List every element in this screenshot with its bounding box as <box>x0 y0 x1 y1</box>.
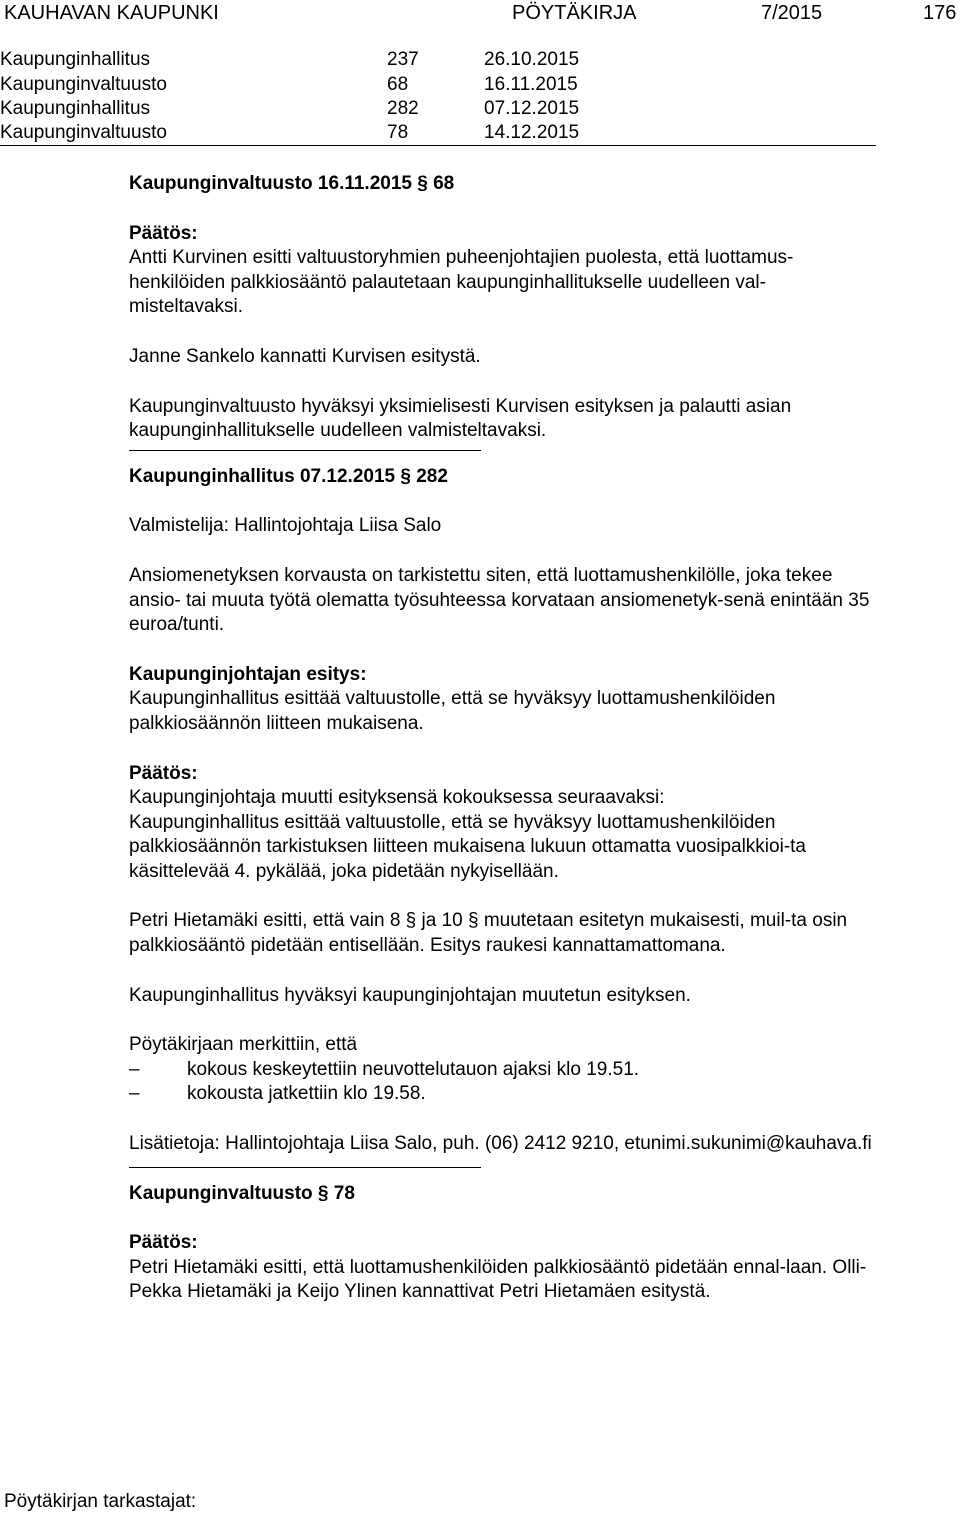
history-row <box>0 97 880 121</box>
decision-label: Päätös: <box>129 762 198 784</box>
contact-info: Lisätietoja: Hallintojohtaja Liisa Salo, puh. (06) 2412 9210, etunimi.sukunimi@kauhava.fi <box>129 1133 872 1155</box>
paragraph: Pöytäkirjaan merkittiin, että <box>129 1034 358 1056</box>
history-date: 26.10.2015 <box>484 49 580 70</box>
history-body: Kaupunginhallitus <box>0 49 151 70</box>
history-section-number: 68 <box>387 74 409 95</box>
history-row <box>0 121 880 145</box>
history-divider <box>0 145 876 146</box>
paragraph: Janne Sankelo kannatti Kurvisen esitystä. <box>129 345 481 367</box>
history-body: Kaupunginvaltuusto <box>0 122 167 143</box>
preparer-line: Valmistelija: Hallintojohtaja Liisa Salo <box>129 515 442 537</box>
history-date: 14.12.2015 <box>484 122 580 143</box>
list-item-text: kokousta jatkettiin klo 19.58. <box>187 1083 426 1105</box>
proposal-label: Kaupunginjohtajan esitys: <box>129 663 367 685</box>
paragraph: Kaupunginjohtaja muutti esityksensä kokouksessa seuraavaksi: <box>129 787 665 809</box>
section-heading: Kaupunginvaltuusto 16.11.2015 § 68 <box>129 173 455 194</box>
paragraph: Kaupunginvaltuusto hyväksyi yksimielisesti Kurvisen esityksen ja palautti asian kaupunginhallitukselle uudelleen valmisteltavaksi. <box>129 395 792 442</box>
section-heading: Kaupunginvaltuusto § 78 <box>129 1182 355 1204</box>
document-number: 7/2015 <box>761 2 823 24</box>
history-date: 16.11.2015 <box>484 74 578 95</box>
paragraph: Antti Kurvinen esitti valtuustoryhmien puheenjohtajien puolesta, että luottamus-henkilöiden palkkiosääntö palautetaan kaupunginhallitukselle uudelleen val-misteltavaksi. <box>129 247 794 318</box>
history-body: Kaupunginhallitus <box>0 98 151 119</box>
decision-label: Päätös: <box>129 1232 198 1254</box>
minutes-content <box>129 172 874 1305</box>
paragraph: Kaupunginhallitus hyväksyi kaupunginjohtajan muutetun esityksen. <box>129 984 691 1006</box>
section-heading: Kaupunginhallitus 07.12.2015 § 282 <box>129 465 448 487</box>
paragraph: Kaupunginhallitus esittää valtuustolle, että se hyväksyy luottamushenkilöiden palkkiosäännön tarkistuksen liitteen mukaisena lukuun ottamatta vuosipalkkioi-ta käsittelevää 4. pykälää, joka pidetään nykyisellään. <box>129 811 806 882</box>
page-number: 176 <box>923 2 957 24</box>
list-item-text: kokous keskeytettiin neuvottelutauon ajaksi klo 19.51. <box>187 1058 640 1080</box>
paragraph: Kaupunginhallitus esittää valtuustolle, että se hyväksyy luottamushenkilöiden palkkiosäännön liitteen mukaisena. <box>129 688 776 734</box>
organization-name: KAUHAVAN KAUPUNKI <box>4 2 219 24</box>
history-row <box>0 73 880 97</box>
section-separator <box>129 450 481 451</box>
history-date: 07.12.2015 <box>484 98 580 119</box>
history-body: Kaupunginvaltuusto <box>0 74 167 95</box>
document-type: PÖYTÄKIRJA <box>512 2 637 24</box>
history-section-number: 237 <box>387 49 419 70</box>
decision-label: Päätös: <box>129 222 198 244</box>
section-separator <box>129 1167 481 1168</box>
list-item <box>129 1058 874 1083</box>
list-item <box>129 1082 874 1107</box>
dash-icon: – <box>129 1058 140 1080</box>
dash-icon: – <box>129 1083 140 1105</box>
history-row <box>0 48 880 72</box>
paragraph: Ansiomenetyksen korvausta on tarkistettu siten, että luottamushenkilölle, joka tekee ansio- tai muuta työtä olematta työsuhteessa korvataan ansiomenetyk-senä enintään 35 euroa/tunti. <box>129 564 870 636</box>
paragraph: Petri Hietamäki esitti, että luottamushenkilöiden palkkiosääntö pidetään ennal-laan. Olli-Pekka Hietamäki ja Keijo Ylinen kannattivat Petri Hietamäen esitystä. <box>129 1256 867 1303</box>
history-section-number: 282 <box>387 98 419 119</box>
paragraph: Petri Hietamäki esitti, että vain 8 § ja 10 § muutetaan esitetyn mukaisesti, muil-ta osin palkkiosääntö pidetään entisellään. Esitys raukesi kannattamattomana. <box>129 910 848 957</box>
history-section-number: 78 <box>387 122 409 143</box>
footer-reviewers-label: Pöytäkirjan tarkastajat: <box>4 1491 197 1512</box>
